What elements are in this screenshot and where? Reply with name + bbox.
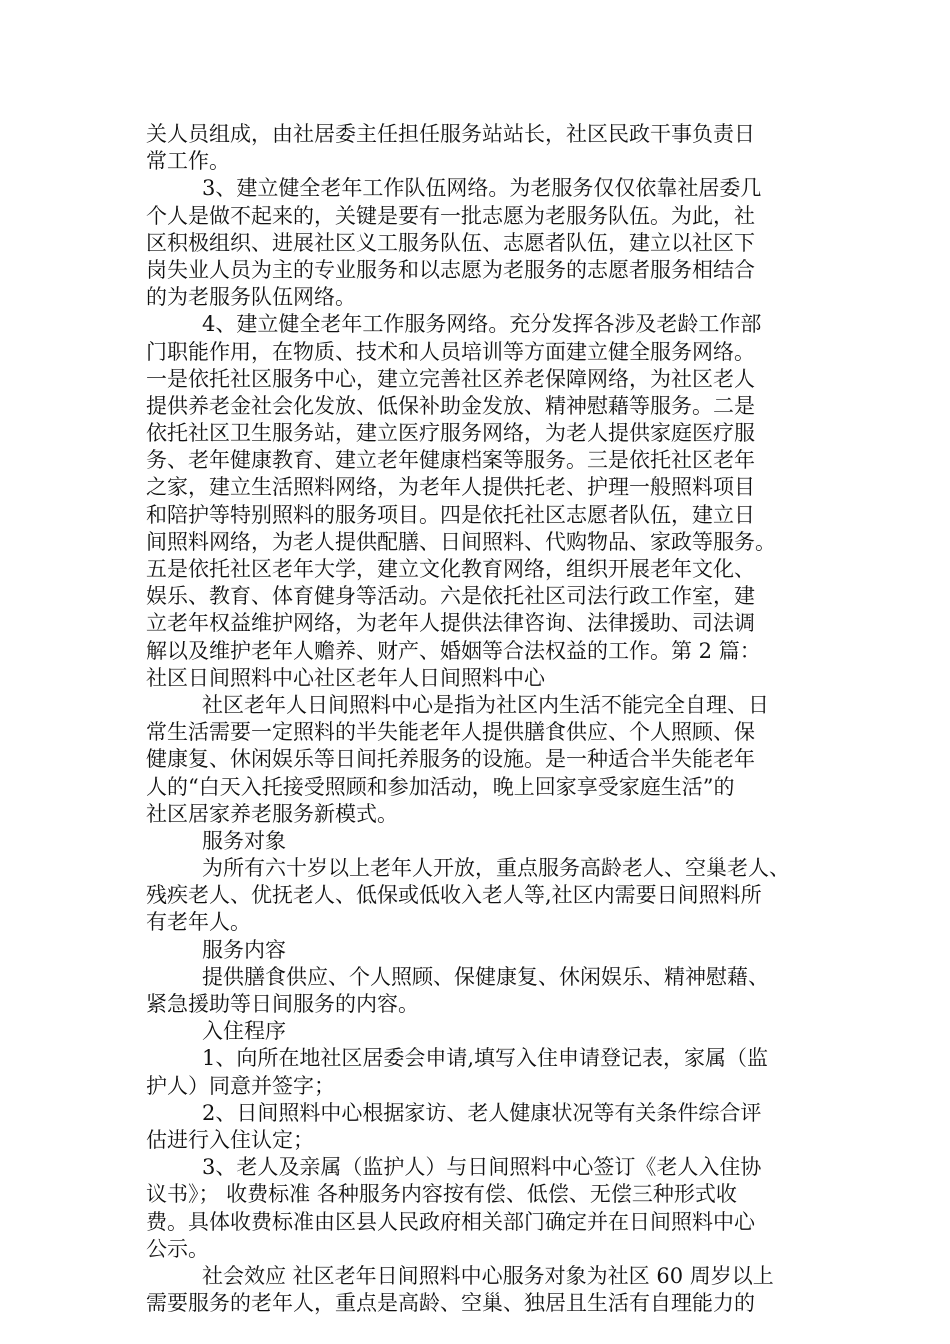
- text-line: 需要服务的老年人，重点是高龄、空巢、独居且生活有自理能力的: [146, 1291, 755, 1316]
- text-line: 议书》； 收费标准 各种服务内容按有偿、低偿、无偿三种形式收: [146, 1182, 737, 1207]
- text-line: 提供养老金社会化发放、低保补助金发放、精神慰藉等服务。二是: [146, 393, 755, 418]
- text-line: 岗失业人员为主的专业服务和以志愿为老服务的志愿者服务相结合: [146, 257, 755, 282]
- text-line: 社会效应 社区老年日间照料中心服务对象为社区 60 周岁以上: [202, 1263, 774, 1288]
- text-line: 和陪护等特别照料的服务项目。四是依托社区志愿者队伍，建立日: [146, 502, 755, 527]
- text-line: 区积极组织、进展社区义工服务队伍、志愿者队伍，建立以社区下: [146, 230, 755, 255]
- text-line: 公示。: [146, 1236, 209, 1261]
- text-line: 娱乐、教育、体育健身等活动。六是依托社区司法行政工作室，建: [146, 584, 755, 609]
- text-line: 3、建立健全老年工作队伍网络。为老服务仅仅依靠社居委几: [202, 176, 762, 201]
- text-line: 社区居家养老服务新模式。: [146, 801, 398, 826]
- text-line: 一是依托社区服务中心，建立完善社区养老保障网络，为社区老人: [146, 366, 755, 391]
- text-line: 紧急援助等日间服务的内容。: [146, 992, 419, 1016]
- text-line: 护人）同意并签字；: [146, 1073, 335, 1098]
- section-title: 社区日间照料中心社区老年人日间照料中心: [146, 665, 545, 690]
- text-line: 4、建立健全老年工作服务网络。充分发挥各涉及老龄工作部: [202, 312, 762, 337]
- text-line: 五是依托社区老年大学，建立文化教育网络，组织开展老年文化、: [146, 557, 755, 581]
- text-line: 关人员组成，由社居委主任担任服务站站长，社区民政干事负责日: [146, 122, 755, 146]
- text-line: 有老年人。: [146, 910, 251, 935]
- text-line: 估进行入住认定；: [146, 1127, 314, 1152]
- document-body: [146, 121, 826, 1317]
- text-line: 健康复、休闲娱乐等日间托养服务的设施。是一种适合半失能老年: [146, 747, 755, 772]
- text-line: 3、老人及亲属（监护人）与日间照料中心签订《老人入住协: [202, 1155, 762, 1180]
- text-line: 常生活需要一定照料的半失能老年人提供膳食供应、个人照顾、保: [146, 720, 755, 745]
- text-line: 1、向所在地社区居委会申请,填写入住申请登记表，家属（监: [202, 1046, 769, 1071]
- text-line: 间照料网络，为老人提供配膳、日间照料、代购物品、家政等服务。: [146, 529, 776, 554]
- text-line: 2、日间照料中心根据家访、老人健康状况等有关条件综合评: [202, 1100, 762, 1125]
- text-line: 个人是做不起来的，关键是要有一批志愿为老服务队伍。为此，社: [146, 203, 755, 228]
- text-line: 为所有六十岁以上老年人开放，重点服务高龄老人、空巢老人、: [202, 856, 790, 881]
- text-line: 务、老年健康教育、建立老年健康档案等服务。三是依托社区老年: [146, 448, 755, 473]
- text-line: 残疾老人、优抚老人、低保或低收入老人等,社区内需要日间照料所: [146, 883, 762, 908]
- text-line: 立老年权益维护网络，为老年人提供法律咨询、法律援助、司法调: [146, 611, 755, 636]
- text-line: 门职能作用，在物质、技术和人员培训等方面建立健全服务网络。: [146, 339, 755, 364]
- text-line: 提供膳食供应、个人照顾、保健康复、休闲娱乐、精神慰藉、: [202, 964, 769, 989]
- text-line: 依托社区卫生服务站，建立医疗服务网络，为老人提供家庭医疗服: [146, 421, 755, 446]
- text-line: 之家，建立生活照料网络，为老年人提供托老、护理一般照料项目: [146, 475, 755, 500]
- text-line: 社区老年人日间照料中心是指为社区内生活不能完全自理、日: [202, 692, 769, 717]
- text-line: 的为老服务队伍网络。: [146, 285, 356, 310]
- text-line: 解以及维护老年人赡养、财产、婚姻等合法权益的工作。第 2 篇：: [146, 638, 761, 663]
- text-line: 费。具体收费标准由区县人民政府相关部门确定并在日间照料中心: [146, 1209, 755, 1234]
- subheading-admission-process: 入住程序: [202, 1019, 286, 1044]
- subheading-service-target: 服务对象: [202, 828, 286, 853]
- subheading-service-content: 服务内容: [202, 937, 286, 962]
- text-line: 常工作。: [146, 149, 230, 174]
- text-line: 人的“白天入托接受照顾和参加活动，晚上回家享受家庭生活”的: [146, 774, 735, 799]
